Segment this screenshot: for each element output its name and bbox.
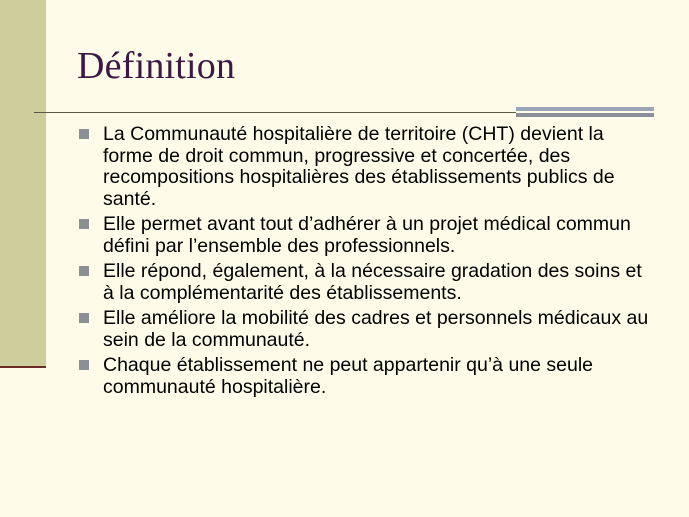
bullet-text: Elle améliore la mobilité des cadres et personnels médicaux au sein de la communauté.: [103, 307, 649, 351]
bullet-text: Elle répond, également, à la nécessaire gradation des soins et à la complémentarité des établissements.: [103, 260, 642, 304]
bullet-item: [78, 214, 658, 257]
accent-bar-top: [516, 107, 654, 111]
bullet-item: [78, 308, 658, 351]
square-bullet-icon: [79, 360, 89, 370]
bullet-list: [78, 124, 658, 402]
slide-title: Définition: [77, 45, 236, 87]
square-bullet-icon: [79, 129, 89, 139]
title-accent-bars: [516, 107, 654, 119]
square-bullet-icon: [79, 313, 89, 323]
bullet-item: [78, 355, 658, 398]
bullet-text: Elle permet avant tout d’adhérer à un projet médical commun défini par l’ensemble des professionnels.: [103, 213, 631, 257]
bullet-item: [78, 124, 658, 210]
square-bullet-icon: [79, 219, 89, 229]
accent-bar-bottom: [516, 113, 654, 117]
bullet-text: Chaque établissement ne peut appartenir qu’à une seule communauté hospitalière.: [103, 354, 594, 398]
left-decorative-band: [0, 0, 46, 366]
bullet-text: La Communauté hospitalière de territoire (CHT) devient la forme de droit commun, progressive et concertée, des recompositions hospitalières des établissements publics de santé.: [103, 123, 615, 210]
bullet-item: [78, 261, 658, 304]
title-underline: [34, 112, 516, 113]
left-band-rule: [0, 366, 46, 368]
square-bullet-icon: [79, 266, 89, 276]
